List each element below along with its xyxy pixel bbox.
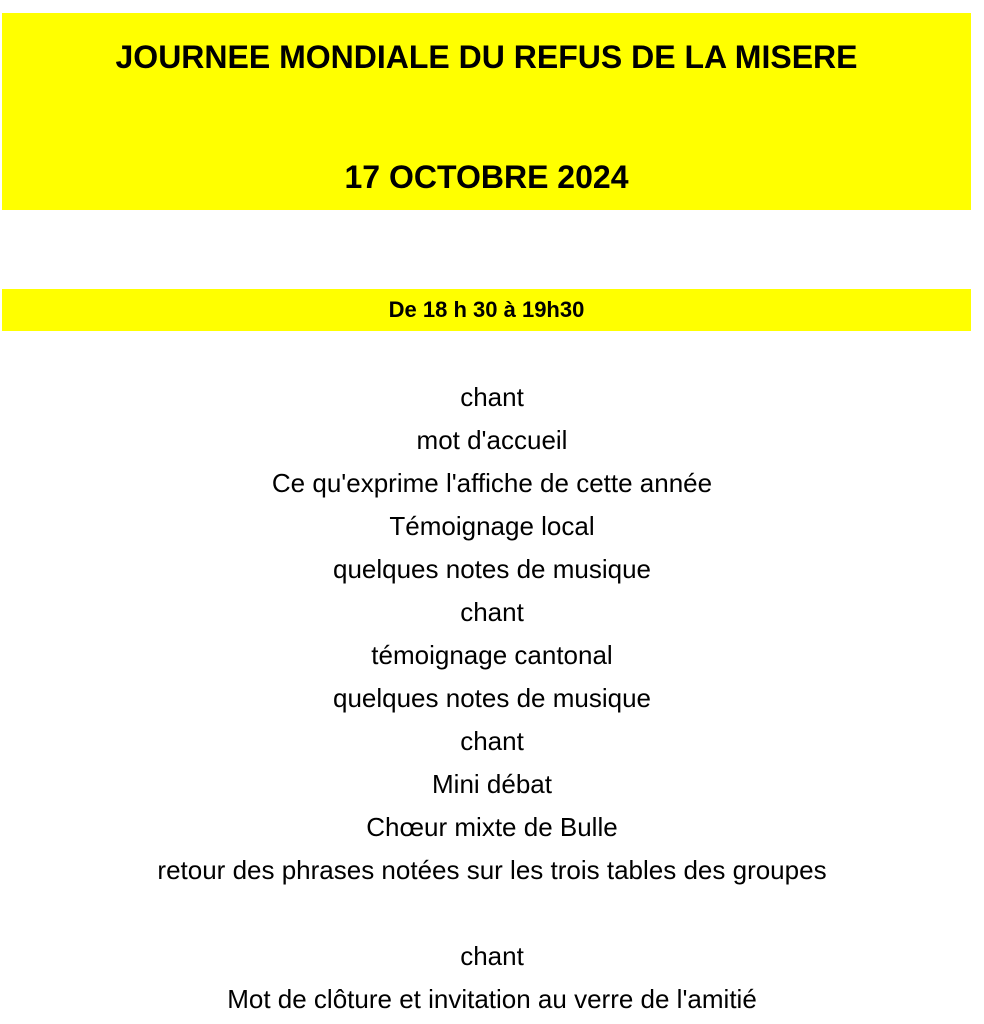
title-banner — [2, 13, 971, 210]
program-item: chant — [460, 597, 524, 627]
event-time: De 18 h 30 à 19h30 — [388, 297, 585, 322]
time-banner — [2, 289, 971, 331]
program-list — [0, 376, 984, 1021]
program-item: Témoignage local — [389, 511, 595, 541]
program-item: Mot de clôture et invitation au verre de l'amitié — [227, 984, 757, 1014]
program-item: chant — [460, 726, 524, 756]
program-item: chant — [460, 382, 524, 412]
program-item: retour des phrases notées sur les trois tables des groupes — [157, 855, 827, 885]
program-item: Ce qu'exprime l'affiche de cette année — [271, 468, 713, 498]
event-title: JOURNEE MONDIALE DU REFUS DE LA MISERE — [115, 39, 858, 75]
program-item: témoignage cantonal — [371, 640, 613, 670]
program-item: Chœur mixte de Bulle — [366, 812, 618, 842]
program-item: Mini débat — [432, 769, 552, 799]
program-item: mot d'accueil — [416, 425, 568, 455]
event-date: 17 OCTOBRE 2024 — [344, 159, 629, 195]
program-item: quelques notes de musique — [332, 554, 651, 584]
program-item: quelques notes de musique — [332, 683, 651, 713]
program-item: chant — [460, 941, 524, 971]
